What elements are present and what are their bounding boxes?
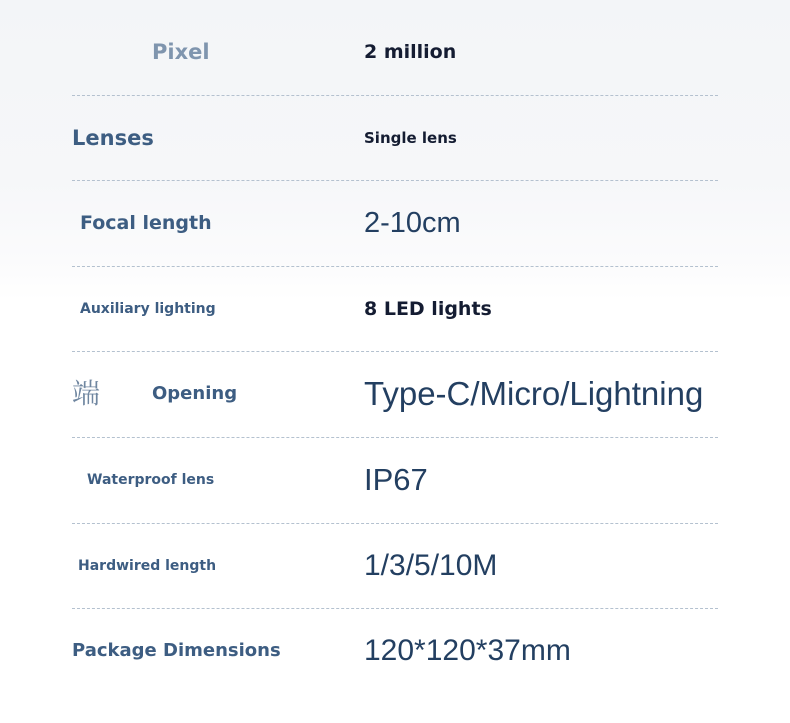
- spec-value: Type-C/Micro/Lightning: [364, 375, 704, 413]
- spec-value: 120*120*37mm: [364, 634, 571, 668]
- spec-row-hardwired-length: [72, 524, 718, 610]
- spec-value: 1/3/5/10M: [364, 548, 498, 582]
- spec-label: Hardwired length: [78, 557, 217, 574]
- spec-label: Auxiliary lighting: [80, 300, 216, 317]
- spec-label: Package Dimensions: [72, 640, 281, 662]
- spec-table: [72, 10, 718, 695]
- spec-label: Focal length: [80, 212, 212, 235]
- spec-row-package-dimensions: [72, 609, 718, 695]
- spec-row-opening: [72, 352, 718, 438]
- spec-label: Opening: [152, 383, 238, 405]
- spec-value: IP67: [364, 461, 428, 497]
- spec-row-pixel: [72, 10, 718, 96]
- spec-value: 2-10cm: [364, 207, 461, 240]
- spec-row-focal-length: [72, 181, 718, 267]
- spec-label: Waterproof lens: [87, 471, 215, 488]
- spec-label-prefix: 端: [72, 377, 101, 411]
- spec-label: Pixel: [152, 40, 210, 64]
- spec-value: Single lens: [364, 128, 457, 147]
- spec-value: 2 million: [364, 41, 457, 63]
- spec-value: 8 LED lights: [364, 297, 492, 320]
- spec-row-waterproof-lens: [72, 438, 718, 524]
- spec-row-lenses: [72, 96, 718, 182]
- spec-label: Lenses: [72, 125, 154, 150]
- spec-row-auxiliary-lighting: [72, 267, 718, 353]
